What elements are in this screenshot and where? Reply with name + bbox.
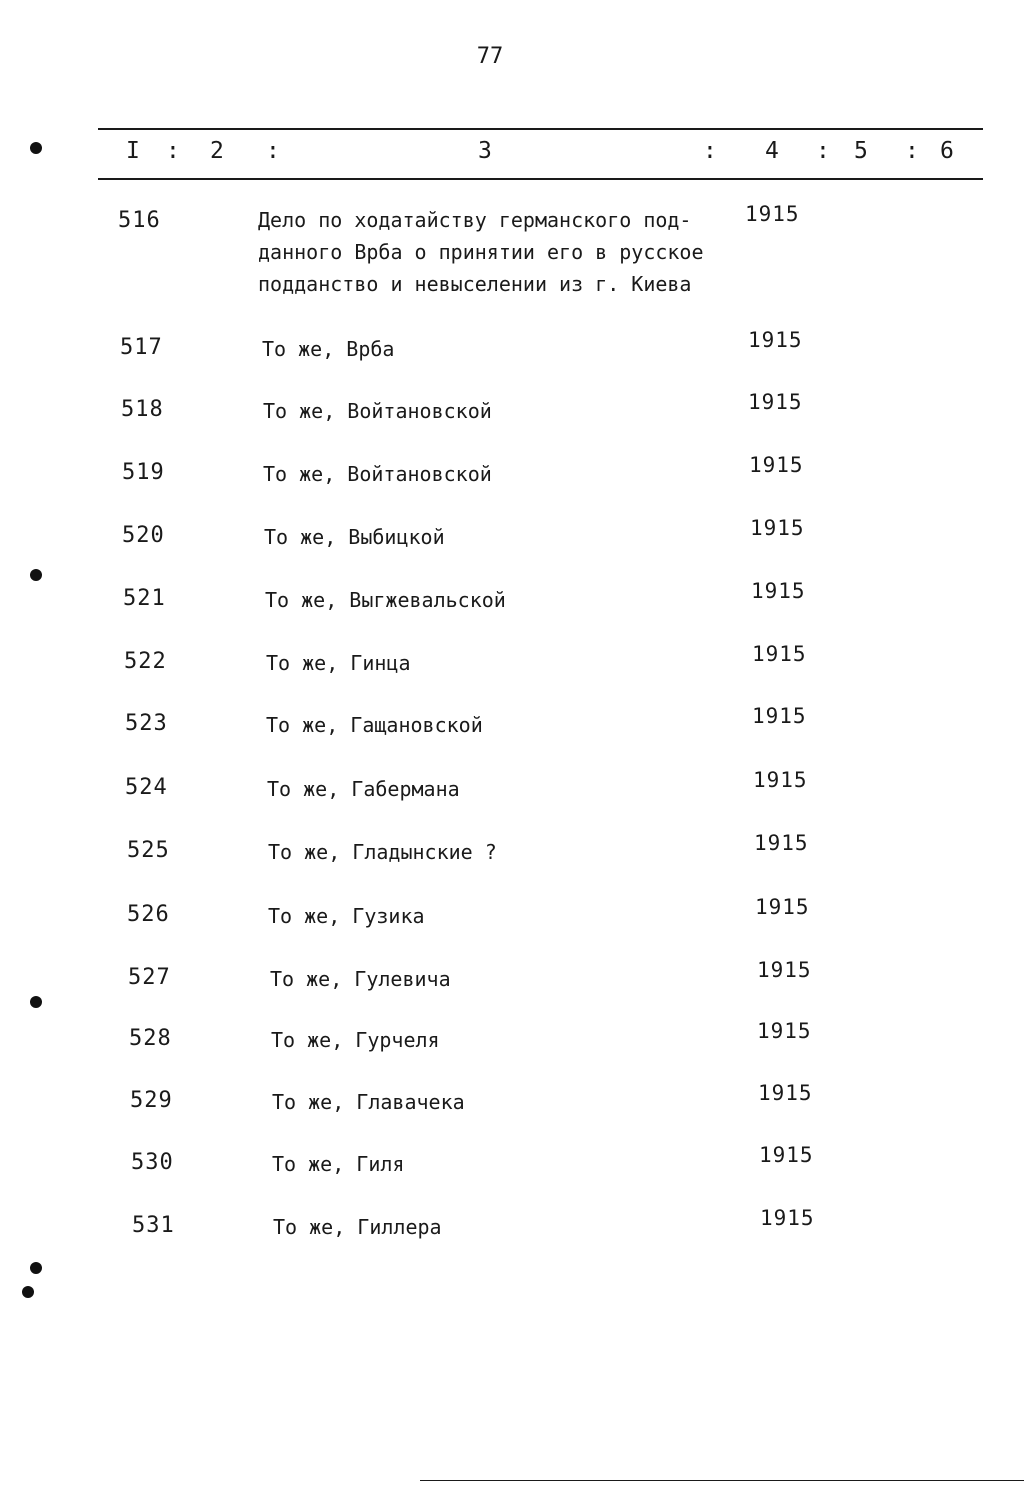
header-separator: : — [816, 138, 830, 164]
row-year: 1915 — [759, 1143, 814, 1167]
row-year: 1915 — [750, 516, 805, 540]
table-row — [0, 644, 1024, 704]
table-row — [0, 706, 1024, 766]
row-description: То же, Выбицкой — [264, 525, 445, 549]
row-year: 1915 — [753, 768, 808, 792]
page-number: 77 — [476, 44, 504, 69]
row-number: 523 — [125, 711, 168, 736]
row-year: 1915 — [754, 831, 809, 855]
row-number: 521 — [123, 586, 166, 611]
row-number: 522 — [124, 649, 167, 674]
row-number: 519 — [122, 460, 165, 485]
row-description: То же, Главачека — [272, 1090, 465, 1114]
row-number: 530 — [131, 1150, 174, 1175]
row-number: 516 — [118, 208, 161, 233]
row-number: 520 — [122, 523, 165, 548]
row-number: 517 — [120, 335, 163, 360]
row-description: То же, Гузика — [268, 904, 425, 928]
row-number: 524 — [125, 775, 168, 800]
table-row — [0, 392, 1024, 452]
table-row — [0, 1145, 1024, 1205]
row-year: 1915 — [760, 1206, 815, 1230]
row-year: 1915 — [757, 958, 812, 982]
row-description: То же, Врба — [262, 337, 395, 361]
table-row — [0, 330, 1024, 390]
table-row — [0, 833, 1024, 893]
header-separator: : — [266, 138, 280, 164]
header-col-5: 5 — [854, 138, 868, 164]
table-row — [0, 1208, 1024, 1268]
header-separator: : — [166, 138, 180, 164]
header-col-1: I — [126, 138, 140, 164]
row-year: 1915 — [749, 453, 804, 477]
table-row — [0, 960, 1024, 1020]
row-year: 1915 — [752, 642, 807, 666]
header-separator: : — [905, 138, 919, 164]
row-number: 518 — [121, 397, 164, 422]
row-description: То же, Гладынские ? — [268, 840, 497, 864]
row-description: То же, Войтановской — [263, 399, 492, 423]
row-description: Дело по ходатайству германского под- данного Врба о принятии его в русское подданство и невыселении из г. Киева — [258, 208, 704, 296]
row-number: 529 — [130, 1088, 173, 1113]
row-description: То же, Гиллера — [273, 1215, 442, 1239]
row-description: То же, Гинца — [266, 651, 411, 675]
binder-hole-mark — [22, 1286, 34, 1298]
row-description: То же, Гащановской — [266, 713, 483, 737]
header-col-4: 4 — [765, 138, 779, 164]
row-number: 531 — [132, 1213, 175, 1238]
binder-hole-mark — [30, 142, 42, 154]
row-description: То же, Войтановской — [263, 462, 492, 486]
table-row — [0, 1021, 1024, 1081]
table-row — [0, 1083, 1024, 1143]
table-row — [0, 581, 1024, 641]
table-row — [0, 770, 1024, 830]
row-number: 527 — [128, 965, 171, 990]
table-row — [0, 897, 1024, 957]
table-top-rule — [98, 128, 983, 130]
header-col-6: 6 — [940, 138, 954, 164]
header-col-2: 2 — [210, 138, 224, 164]
row-year: 1915 — [745, 202, 800, 226]
row-description: То же, Гурчеля — [271, 1028, 440, 1052]
row-number: 526 — [127, 902, 170, 927]
table-row — [0, 518, 1024, 578]
row-description: То же, Гиля — [272, 1152, 405, 1176]
binder-hole-mark — [30, 996, 42, 1008]
row-description: То же, Выгжевальской — [265, 588, 506, 612]
row-year: 1915 — [752, 704, 807, 728]
row-year: 1915 — [751, 579, 806, 603]
binder-hole-mark — [30, 569, 42, 581]
header-col-3: 3 — [478, 138, 492, 164]
header-separator: : — [703, 138, 717, 164]
row-year: 1915 — [757, 1019, 812, 1043]
binder-hole-mark — [30, 1262, 42, 1274]
footer-rule — [420, 1480, 1024, 1481]
table-header-rule — [98, 178, 983, 180]
row-year: 1915 — [758, 1081, 813, 1105]
row-year: 1915 — [755, 895, 810, 919]
row-year: 1915 — [748, 328, 803, 352]
row-description: То же, Гулевича — [270, 967, 451, 991]
row-year: 1915 — [748, 390, 803, 414]
row-description: То же, Габермана — [267, 777, 460, 801]
row-number: 525 — [127, 838, 170, 863]
row-number: 528 — [129, 1026, 172, 1051]
table-row — [0, 200, 1024, 296]
table-row — [0, 455, 1024, 515]
